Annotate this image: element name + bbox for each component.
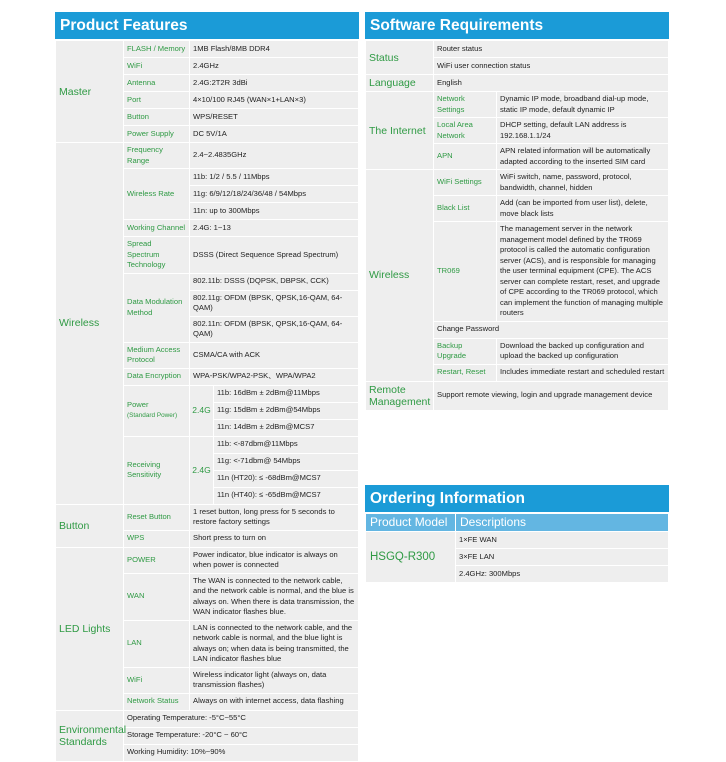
- spec-value: Storage Temperature: -20°C ~ 60°C: [124, 727, 359, 744]
- spec-value: Download the backed up configuration and upload the backed up configuration: [497, 338, 669, 364]
- col-header-model: Product Model: [366, 514, 456, 532]
- spec-label: [124, 547, 190, 573]
- table-row: [56, 41, 359, 58]
- col-header-descriptions: Descriptions: [456, 514, 669, 532]
- spec-value: 2.4G: 1~13: [190, 220, 359, 237]
- band-label: 2.4G: [190, 436, 214, 504]
- spec-label-text: WiFi: [127, 674, 143, 684]
- table-row: [366, 41, 669, 58]
- spec-label: [124, 667, 190, 693]
- spec-value: 2.4~2.4835GHz: [190, 143, 359, 169]
- spec-value: DC 5V/1A: [190, 126, 359, 143]
- spec-value: 11b: 16dBm ± 2dBm@11Mbps: [214, 385, 359, 402]
- spec-value: Working Humidity: 10%~90%: [124, 744, 359, 761]
- spec-label: [124, 530, 190, 547]
- spec-label-text: Reset Button: [127, 511, 171, 521]
- spec-label: [124, 368, 190, 385]
- spec-label-text: Black List: [437, 203, 470, 213]
- ordering-information-section: [365, 485, 669, 583]
- table-row: [366, 92, 669, 118]
- group-label: The Internet: [366, 92, 434, 170]
- spec-value: CSMA/CA with ACK: [190, 342, 359, 368]
- spec-value: 11b: 1/2 / 5.5 / 11Mbps: [190, 169, 359, 186]
- spec-label-text: Port: [127, 94, 141, 104]
- spec-label: [124, 109, 190, 126]
- spec-value: 11n: 14dBm ± 2dBm@MCS7: [214, 419, 359, 436]
- spec-value: WPS/RESET: [190, 109, 359, 126]
- spec-value: Router status: [434, 41, 669, 58]
- spec-label-text: WiFi Settings: [437, 177, 482, 187]
- spec-value: Change Password: [434, 321, 669, 338]
- spec-label: [124, 92, 190, 109]
- spec-label-text: Power Supply: [127, 128, 174, 138]
- spec-value: 4×10/100 RJ45 (WAN×1+LAN×3): [190, 92, 359, 109]
- spec-label: [124, 693, 190, 710]
- spec-label: [124, 143, 190, 169]
- group-label: Language: [366, 75, 434, 92]
- table-row: [56, 143, 359, 169]
- table-row: [366, 170, 669, 196]
- spec-value: DHCP setting, default LAN address is 192.168.1.1/24: [497, 118, 669, 144]
- spec-value: 2.4GHz: [190, 58, 359, 75]
- spec-value: 11n (HT40): ≤ -65dBm@MCS7: [214, 487, 359, 504]
- spec-value: 11n (HT20): ≤ -68dBm@MCS7: [214, 470, 359, 487]
- description: 2.4GHz: 300Mbps: [456, 566, 669, 583]
- spec-label: [434, 170, 497, 196]
- spec-label: [124, 342, 190, 368]
- spec-label-text: Data Encryption: [127, 371, 182, 381]
- spec-value: 11g: 15dBm ± 2dBm@54Mbps: [214, 402, 359, 419]
- group-label: Wireless: [56, 143, 124, 505]
- spec-label-text: WAN: [127, 591, 145, 601]
- spec-label-text: Antenna: [127, 77, 156, 87]
- spec-label-text: Spread Spectrum Technology: [127, 239, 166, 269]
- spec-label-text: Data Modulation Method: [127, 297, 183, 317]
- description: 3×FE LAN: [456, 549, 669, 566]
- ordering-header-row: [366, 514, 669, 532]
- spec-value: Power indicator, blue indicator is always on when power is connected: [190, 547, 359, 573]
- spec-value: 2.4G:2T2R 3dBi: [190, 75, 359, 92]
- product-features-section: [55, 12, 359, 762]
- spec-value: 802.11n: OFDM (BPSK, QPSK,16-QAM, 64-QAM): [190, 316, 359, 342]
- band-label: 2.4G: [190, 385, 214, 436]
- spec-value: WiFi switch, name, password, protocol, bandwidth, channel, hidden: [497, 170, 669, 196]
- spec-label: [124, 220, 190, 237]
- spec-label: [124, 273, 190, 342]
- spec-label: [124, 126, 190, 143]
- spec-label-text: Medium Access Protocol: [127, 344, 181, 364]
- spec-label: [434, 338, 497, 364]
- spec-label-text: Working Channel: [127, 222, 186, 232]
- spec-value: Dynamic IP mode, broadband dial-up mode, static IP mode, default dynamic IP: [497, 92, 669, 118]
- spec-label: [124, 385, 190, 436]
- table-row: [366, 381, 669, 410]
- spec-value: 11n: up to 300Mbps: [190, 203, 359, 220]
- spec-label: [124, 41, 190, 58]
- spec-label: [434, 196, 497, 222]
- spec-value: Always on with internet access, data flashing: [190, 693, 359, 710]
- spec-value: 802.11g: OFDM (BPSK, QPSK,16-QAM, 64-QAM): [190, 290, 359, 316]
- section-title: Ordering Information: [365, 485, 669, 512]
- spec-label-text: WiFi: [127, 60, 143, 70]
- spec-value: LAN is connected to the network cable, and the network cable is normal, and the blue light is always on; when data is being transmitted, the LAN indicator flashes blue: [190, 620, 359, 667]
- spec-value: Support remote viewing, login and upgrade management device: [434, 381, 669, 410]
- spec-value: 1MB Flash/8MB DDR4: [190, 41, 359, 58]
- spec-value: Wireless indicator light (always on, data transmission flashes): [190, 667, 359, 693]
- spec-value: The WAN is connected to the network cable, and the network cable is normal, and the blue is always on. When there is data transmission, the WAN indicator flashes blue.: [190, 573, 359, 620]
- spec-value: 11g: <-71dbm@ 54Mbps: [214, 453, 359, 470]
- spec-value: English: [434, 75, 669, 92]
- spec-label: [434, 364, 497, 381]
- group-label: Remote Management: [366, 381, 434, 410]
- spec-label-text: Wireless Rate: [127, 188, 175, 198]
- spec-value: 11b: <-87dbm@11Mbps: [214, 436, 359, 453]
- spec-label: [124, 436, 190, 504]
- software-requirements-section: [365, 12, 669, 411]
- spec-label-text: FLASH / Memory: [127, 43, 186, 53]
- product-model: HSGQ-R300: [366, 532, 456, 583]
- spec-label-text: TR069: [437, 266, 460, 275]
- table-row: [56, 547, 359, 573]
- group-label: Status: [366, 41, 434, 75]
- spec-label-text: Power: [127, 399, 149, 409]
- table-row: [56, 504, 359, 530]
- spec-label-text: WPS: [127, 533, 145, 543]
- spec-label: [434, 92, 497, 118]
- spec-value: 1 reset button, long press for 5 seconds to restore factory settings: [190, 504, 359, 530]
- table-row: [56, 710, 359, 727]
- table-row: [366, 532, 669, 549]
- spec-label: [434, 222, 497, 322]
- spec-label-text: POWER: [127, 554, 156, 564]
- spec-value: Add (can be imported from user list), delete, move black lists: [497, 196, 669, 222]
- section-title: Software Requirements: [365, 12, 669, 39]
- spec-label: [124, 620, 190, 667]
- spec-value: 11g: 6/9/12/18/24/36/48 / 54Mbps: [190, 186, 359, 203]
- group-label: Button: [56, 504, 124, 547]
- spec-value: The management server in the network management model defined by the TR069 protocol is called the automatic configuration server (ACS), and is responsible for managing the user terminal equipment (CPE). The ACS server can complete restart, reset, and upgrade of CPE according to the TR069 protocol, which can implement the function of managing multiple routers: [497, 222, 669, 322]
- spec-label-text: Button: [127, 111, 149, 121]
- spec-label: [124, 58, 190, 75]
- section-title: Product Features: [55, 12, 359, 39]
- spec-label-text: Backup Upgrade: [437, 340, 467, 360]
- spec-label: [124, 75, 190, 92]
- spec-label: [124, 504, 190, 530]
- software-requirements-table: [365, 40, 669, 411]
- spec-label-text: LAN: [127, 638, 142, 648]
- spec-label: [124, 573, 190, 620]
- group-label: Master: [56, 41, 124, 143]
- spec-value: DSSS (Direct Sequence Spread Spectrum): [190, 237, 359, 274]
- spec-label: [124, 169, 190, 220]
- spec-label: [434, 118, 497, 144]
- spec-value: Short press to turn on: [190, 530, 359, 547]
- group-label: Environmental Standards: [56, 710, 124, 761]
- group-label: LED Lights: [56, 547, 124, 710]
- group-label: Wireless: [366, 170, 434, 382]
- spec-label-text: Network Settings: [437, 94, 465, 114]
- spec-label-text: Network Status: [127, 696, 179, 706]
- table-row: [366, 75, 669, 92]
- spec-label-text: Receiving Sensitivity: [127, 459, 162, 479]
- spec-value: 802.11b: DSSS (DQPSK, DBPSK, CCK): [190, 273, 359, 290]
- product-features-table: [55, 40, 359, 762]
- spec-label-text: Local Area Network: [437, 120, 473, 140]
- spec-label: [124, 237, 190, 274]
- spec-value: WiFi user connection status: [434, 58, 669, 75]
- spec-value: WPA-PSK/WPA2-PSK、WPA/WPA2: [190, 368, 359, 385]
- spec-label: [434, 144, 497, 170]
- spec-value: APN related information will be automatically adapted according to the inserted SIM card: [497, 144, 669, 170]
- ordering-table: [365, 513, 669, 583]
- spec-value: Includes immediate restart and scheduled restart: [497, 364, 669, 381]
- spec-label-text: Frequency Range: [127, 145, 163, 165]
- spec-value: Operating Temperature: -5°C~55°C: [124, 710, 359, 727]
- spec-label-text: APN: [437, 151, 453, 161]
- description: 1×FE WAN: [456, 532, 669, 549]
- spec-label-text: Restart, Reset: [437, 367, 486, 377]
- spec-label-subtext: (Standard Power): [127, 412, 178, 419]
